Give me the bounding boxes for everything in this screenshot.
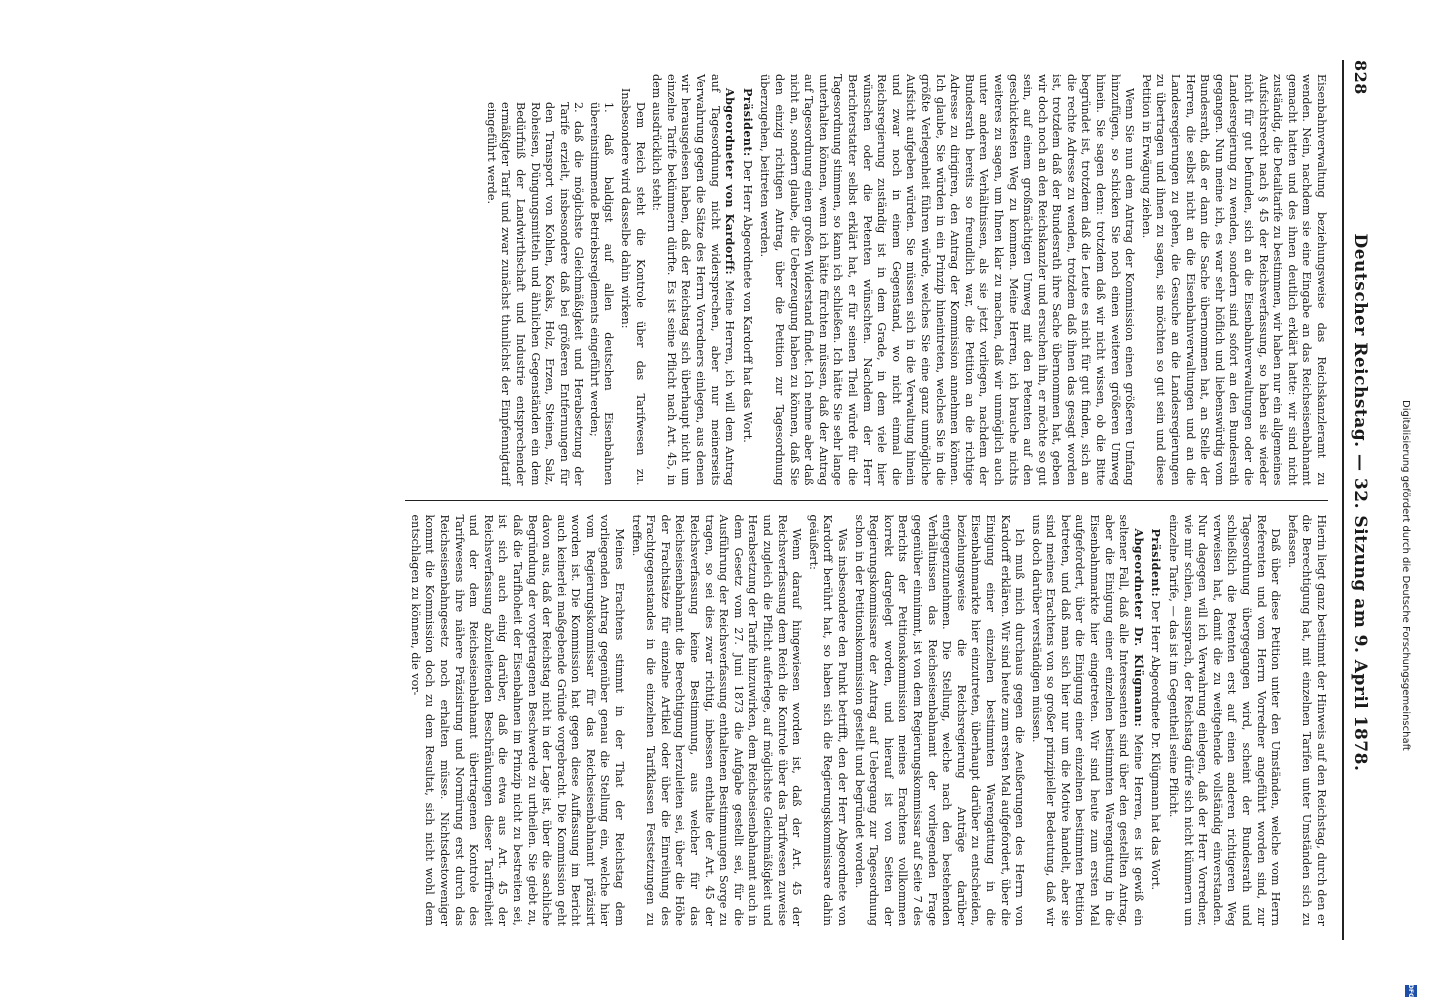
dfg-logo: DFG [1404, 984, 1418, 998]
speaker-text: Meine Herren, ich will dem Antrag auf Tagesordnung nicht widersprechen, aber nur meinerseits Verwahrung gegen die Sätze des Herrn Vorredners einlegen, aus denen wir herausgelesen haben, daß der Reichstag sich überhaupt nicht um einzelne Tarife bekümmern dürfte. Es ist seine Pflicht nach Art. 45, in dem ausdrücklich steht: [650, 74, 737, 486]
speaker-label: Präsident: [740, 88, 755, 157]
paragraph: Ich muß mich durchaus gegen die Aeußerungen des Herrn von Kardorff erklären. Wir sind heute zum ersten Mal aufgefordert, über die Einigung einer einzelnen bestimmten Warengattung in die Eisenbahnmarkte hier einzutreten, überhaupt darüber zu entscheiden, beziehungsweise die Reichsregierung Anträge darüber entgegenzunehmen. Die Stellung, welche nach den bestehenden Verhältnissen das Reichseisenbahnamt der vorliegenden Frage gegenüber einnimmt, ist von dem Regierungskommissar auf Seite 7 des Berichts der Petitionskommission meines Erachtens vollkommen korrekt dargelegt worden, und hierauf ist von Seiten der Regierungskommissare der Antrag auf Uebergang zur Tagesordnung schon in der Petitionskommission gestellt und begründet worden. [852, 514, 1027, 926]
paragraph: Daß über diese Petition unter den Umständen, welche vom Herrn Referenten und vom Herrn Vorredner angeführt worden sind, zur Tagesordnung übergegangen wird, scheint der Bundesrath und schließlich die Petenten erst auf einen anderen richtigeren Weg verweisen hat, damit die zu weitgehende vollständig einverstanden. Nur dagegen will ich Verwahrung einlegen, daß der Herr Vorredner, wie mir schien, aussprach, der Reichstag dürfe sich nicht kümmern um einzelne Tarife, — das ist im Gegentheil seine Pflicht. [1167, 514, 1283, 926]
speaker-paragraph [1028, 515, 1146, 927]
list-item: 1. daß baldigst auf allen deutschen Eisenbahnen übereinstimmende Betriebsreglements eingeführt werden; [587, 102, 616, 486]
speaker-text: Meine Herren, es ist gewiß ein seltener Fall, daß alle Interessenten sind über den gestellten Antrag, aber die Einigung einer einzelnen bestimmten Warengattung in die Eisenbahnmarkte hier eingetreten. Wir sind heute zum ersten Mal aufgefordert, über die Einigung einer einzelnen bestimmten Petition betreten, und daß man sich hier nur um die Motive handelt, aber sie sind meines Erachtens von so großer prinzipieller Bedeutung, daß wir uns doch darüber verständigen müssen. [1029, 514, 1145, 927]
quoted-article [483, 88, 647, 486]
quoted-paragraph: Wenn darauf hingewiesen worden ist, daß der Art. 45 der Reichsverfassung dem Reich die Kontrole über das Tarifwesen zuweise und zugleich die Pflicht auferlege, auf möglichste Gleichmäßigkeit und Herabsetzung der Tarife hinzuwirken, dem Reichseisenbahnamt auch in dem Gesetz vom 27. Juni 1873 die Aufgabe gestellt sei, für die Ausführung der Reichsverfassung enthaltenen Bestimmungen Sorge zu tragen, so sei dies zwar richtig, inbessen enthalte der Art. 45 der Reichsverfassung keine Bestimmung, aus welcher für das Reichseisenbahnamt die Berechtigung herzuleiten sei, über die Höhe der Frachtsätze für einzelne Artikel oder über die Einreihung des Frachtgegenstandes in die einzelnen Tarifklassen Festsetzungen zu treffen. [629, 514, 804, 926]
left-column [405, 60, 1328, 500]
list-item: 2. daß die möglichste Gleichmäßigkeit und Herabsetzung der Tarife erzielt, insbesondere daß bei größeren Entfernungen für den Transport von Kohlen, Koaks, Holz, Erzen, Steinen, Salz, Roheisen, Düngungsmitteln und ähnlichen Gegenständen ein dem Bedürfniß der Landwirthschaft und Industrie entsprechender ermäßigter Tarif und zwar zunächst thunlichst der Einpfennigtarif eingeführt werde. [484, 102, 586, 486]
right-column [405, 501, 1328, 941]
paragraph: Was insbesondere den Punkt betrifft, den der Herr Abgeordnete von Kardorff berührt hat, so haben sich die Regierungskommissare dahin geäußert: [806, 514, 849, 926]
page-header [1342, 60, 1370, 940]
paragraph: Meines Erachtens stimmt in der That der Reichstag dem vorliegenden Antrag gegenüber genau die Stellung ein, welche hier vom Regierungskommissar für das Reichseisenbahnamt präzisirt worden ist. Die Kommission hat gegen diese Auffassung im Bericht auch keinerlei maßgebende Gründe vorgebracht. Die Kommission geht davon aus, daß der Reichstag nicht in der Lage ist, über die sachliche Begründung der vorgetragenen Beschwerde zu urtheilen. Sie giebt zu, daß die Tarifhoheit der Eisenbahnen im Prinzip nicht zu bestreiten sei, ist sich auch einig darüber, daß die etwa aus Art. 45 der Reichsverfassung abzuleitenden Beschränkungen dieser Tariffreiheit und der dem Reichseisenbahnamt übertragenen Kontrole des Tarifwesens ihre nähere Präzisirung und Normirung erst durch das Reichseisenbahngesetz noch erhalten müsse. Nichtsdestoweniger kommt die Kommission doch zu dem Resultat, sich nicht wohl dem entschlagen zu können, die vor- [408, 514, 627, 926]
speaker-text: Der Herr Abgeordnete von Kardorff hat das Wort. [740, 156, 754, 443]
speaker-text: Der Herr Abgeordnete Dr. Klügmann hat das Wort. [1149, 596, 1163, 891]
page-number: 828 [1351, 60, 1370, 95]
text-columns [405, 60, 1328, 940]
digitization-credit: Digitalisierung gefördert durch die Deutsche Forschungsgemeinschaft [1400, 400, 1411, 751]
paragraph: Wenn Sie nun dem Antrag der Kommission einen größeren Umfang hinzufügen, so schicken Sie noch einen weiteren größeren Umweg hinein. Sie sagen denn: trotzdem daß wir nicht wissen, ob die Bitte begründet ist, trotzdem daß die Leute es nicht für gut finden, sich an die rechte Adresse zu wenden, trotzdem daß ihnen das gesagt worden ist, trotzdem daß der Bundesrath ihre Sache übernommen hat, geben wir doch noch an den Reichskanzler und ersuchen ihn, er möchte so gut sein, auf einem großmächtigen Umweg mit den Petenten auf den geschicktesten Weg zu kommen. Meine Herren, ich brauche nichts weiteres zu sagen, um Ihnen klar zu machen, daß wir unmöglich auch unter anderen Verhältnissen, als sie jetzt vorliegen, nachdem der Bundesrath bereits so freundlich war, die Petition an die richtige Adresse zu dirigiren, den Antrag der Kommission annehmen können. Ich glaube, Sie würden in ein Prinzip hineintreten, welches Sie in die größte Verlegenheit führen würde, welches Sie eine ganz unmögliche Aufsicht aufgeben würden. Sie müssen sich in die Verwaltung hinein und zwar noch in einem Gegenstand, wo nicht einmal die Reichsregierung zuständig ist in dem Grade, in dem viele hier wünschen oder die Petenten wünschten. Nachdem der Herr Berichterstatter selbst erklärt hat, er für seinen Theil würde für die Tagesordnung stimmen, so kann ich schließen. Ich hätte Sie sehr lange unterhalten können, wenn ich hätte fürchten müssen, daß der Antrag auf Tagesordnung einen großen Widerstand findet. Ich nehme aber daß nicht an, sondern glaube, die Ueberzeugung haben zu können, daß Sie den einzig richtigen Antrag, über die Petition zur Tagesordnung überzugehen, beitreten werden. [758, 74, 1137, 486]
speaker-paragraph [739, 74, 755, 486]
speaker-paragraph [649, 74, 738, 486]
speaker-label: Abgeordneter von Kardorff: [723, 88, 738, 275]
speaker-label: Präsident: [1149, 528, 1164, 597]
page-title: Deutscher Reichstag. — 32. Sitzung am 9. April 1878. [1350, 233, 1370, 772]
quoted-paragraph: Dem Reich steht die Kontrole über das Tarifwesen zu. Insbesondere wird dasselbe dahin wirken: [619, 88, 647, 486]
speaker-paragraph [1148, 515, 1164, 927]
paragraph: Hierin liegt ganz bestimmt der Hinweis auf den Reichstag, durch den er die Berechtigung hat, mit einzelnen Tarifen unter Umständen sich zu befassen. [1285, 514, 1328, 926]
paragraph: Eisenbahnverwaltung beziehungsweise das Reichskanzleramt zu wenden. Nein, nachdem sie eine Eingabe an das Reichseisenbahnamt gemacht hatten und des ihnen deutlich erklärt hatte: wir sind nicht zuständig, die Detailtarife zu bestimmen, wir haben nur ein allgemeines Aufsichtsrecht nach § 45 der Reichsverfassung, so haben sie wieder nicht für gut befunden, sich an die Eisenbahnverwaltungen oder die Landesregierung zu wenden, sondern sind sofort an den Bundesrath gegangen. Nun meine ich, es war sehr höflich und liebenswürdig vom Bundesrath, daß er dann die Sache übernommen hat, an Stelle der Herren, die selbst nicht an die Eisenbahnverwaltungen und an die Landesregierungen zu gehen, die Gesuche an die Landesregierungen zu übertragen und ihnen zu sagen, sie möchten so gut sein und diese Petition in Erwägung ziehen. [1139, 74, 1328, 486]
speaker-label: Abgeordneter Dr. Klügmann: [1131, 528, 1146, 728]
